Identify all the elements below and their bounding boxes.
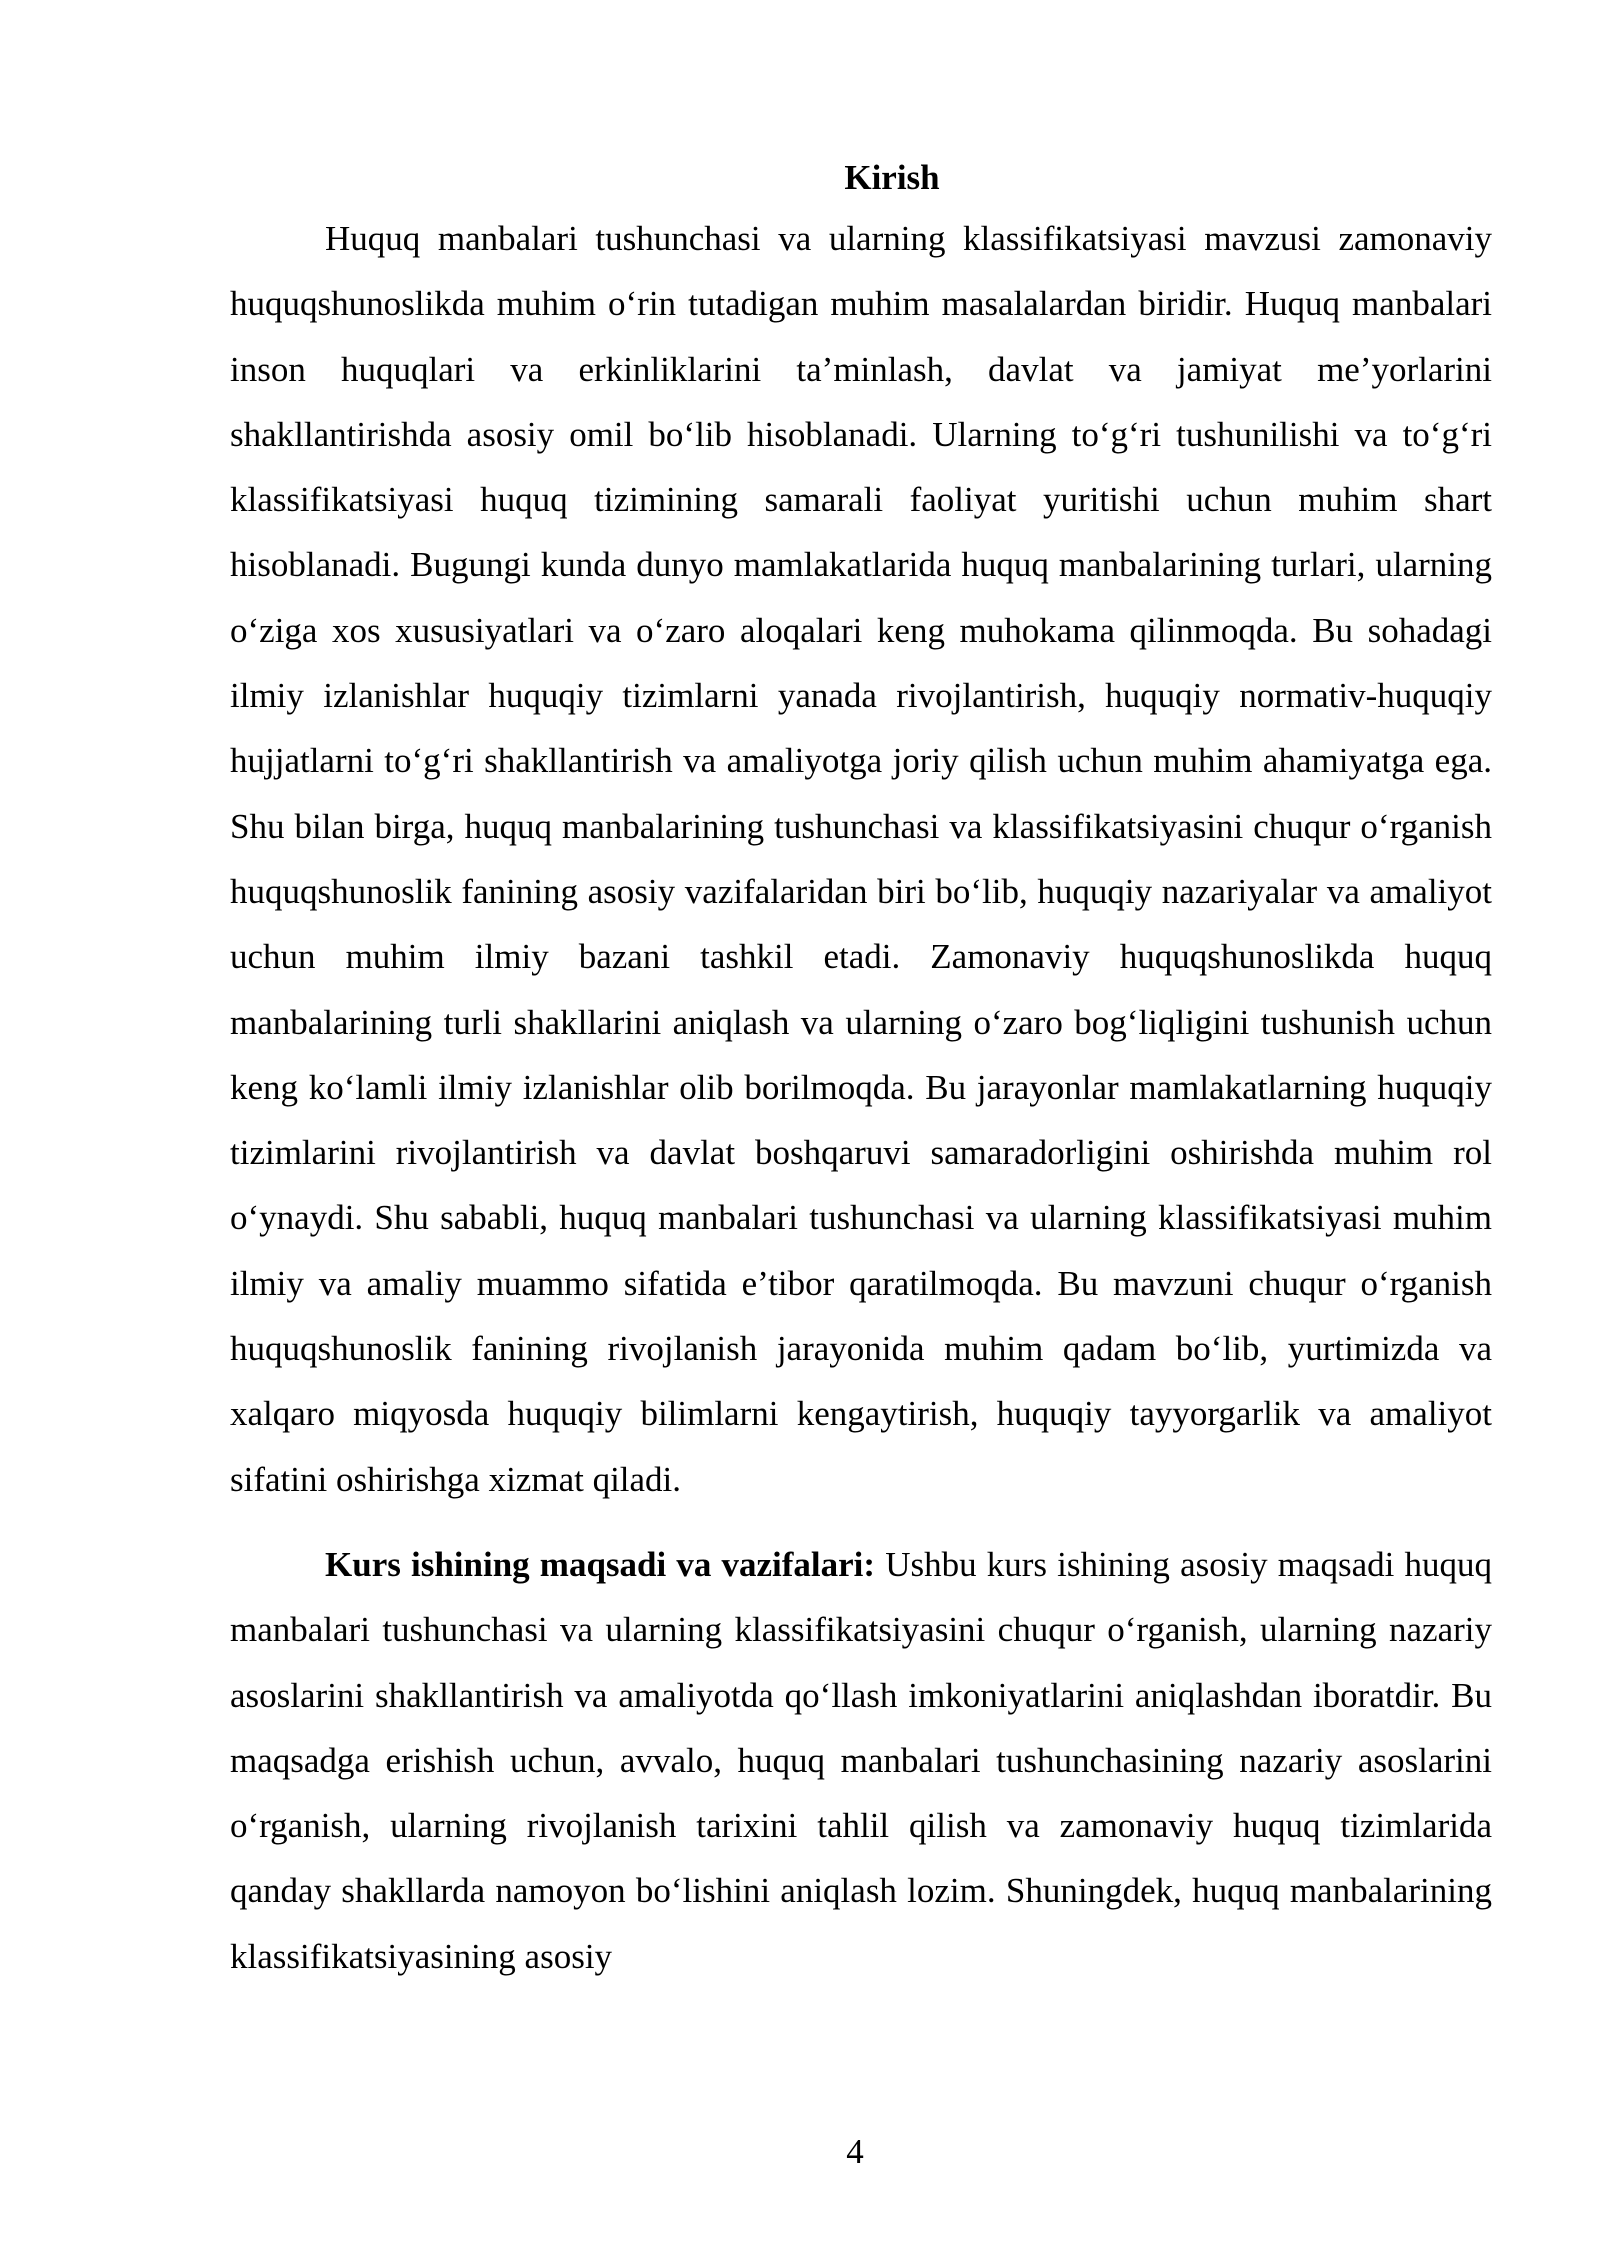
goals-body: Ushbu kurs ishining asosiy maqsadi huquq manbalari tushunchasi va ularning klassifikatsiyasini chuqur o‘rganish, ularning nazariy asoslarini shakllantirish va amaliyotda qo‘llash imkoniyatlarini aniqlashdan iboratdir. Bu maqsadga erishish uchun, avvalo, huquq manbalari tushunchasining nazariy asoslarini o‘rganish, ularning rivojlanish tarixini tahlil qilish va zamonaviy huquq tizimlarida qanday shakllarda namoyon bo‘lishini aniqlash lozim. Shuningdek, huquq manbalarining klassifikatsiyasining asosiy xyxy=(230,1544,1492,1976)
goals-paragraph xyxy=(230,1532,1492,1989)
section-title: Kirish xyxy=(844,158,940,197)
intro-paragraph: Huquq manbalari tushunchasi va ularning klassifikatsiyasi mavzusi zamonaviy huquqshunoslikda muhim o‘rin tutadigan muhim masalalardan biridir. Huquq manbalari inson huquqlari va erkinliklarini ta’minlash, davlat va jamiyat me’yorlarini shakllantirishda asosiy omil bo‘lib hisoblanadi. Ularning to‘g‘ri tushunilishi va to‘g‘ri klassifikatsiyasi huquq tizimining samarali faoliyat yuritishi uchun muhim shart hisoblanadi. Bugungi kunda dunyo mamlakatlarida huquq manbalarining turlari, ularning o‘ziga xos xususiyatlari va o‘zaro aloqalari keng muhokama qilinmoqda. Bu sohadagi ilmiy izlanishlar huquqiy tizimlarni yanada rivojlantirish, huquqiy normativ-huquqiy hujjatlarni to‘g‘ri shakllantirish va amaliyotga joriy qilish uchun muhim ahamiyatga ega. Shu bilan birga, huquq manbalarining tushunchasi va klassifikatsiyasini chuqur o‘rganish huquqshunoslik fanining asosiy vazifalaridan biri bo‘lib, huquqiy nazariyalar va amaliyot uchun muhim ilmiy bazani tashkil etadi. Zamonaviy huquqshunoslikda huquq manbalarining turli shakllarini aniqlash va ularning o‘zaro bog‘liqligini tushunish uchun keng ko‘lamli ilmiy izlanishlar olib borilmoqda. Bu jarayonlar mamlakatlarning huquqiy tizimlarini rivojlantirish va davlat boshqaruvi samaradorligini oshirishda muhim rol o‘ynaydi. Shu sababli, huquq manbalari tushunchasi va ularning klassifikatsiyasi muhim ilmiy va amaliy muammo sifatida e’tibor qaratilmoqda. Bu mavzuni chuqur o‘rganish huquqshunoslik fanining rivojlanish jarayonida muhim qadam bo‘lib, yurtimizda va xalqaro miqyosda huquqiy bilimlarni kengaytirish, huquqiy tayyorgarlik va amaliyot sifatini oshirishga xizmat qiladi. xyxy=(230,219,1492,1499)
document-body xyxy=(230,150,1492,1989)
page-number: 4 xyxy=(846,2132,864,2171)
goals-lead: Kurs ishining maqsadi va vazifalari: xyxy=(325,1544,876,1584)
